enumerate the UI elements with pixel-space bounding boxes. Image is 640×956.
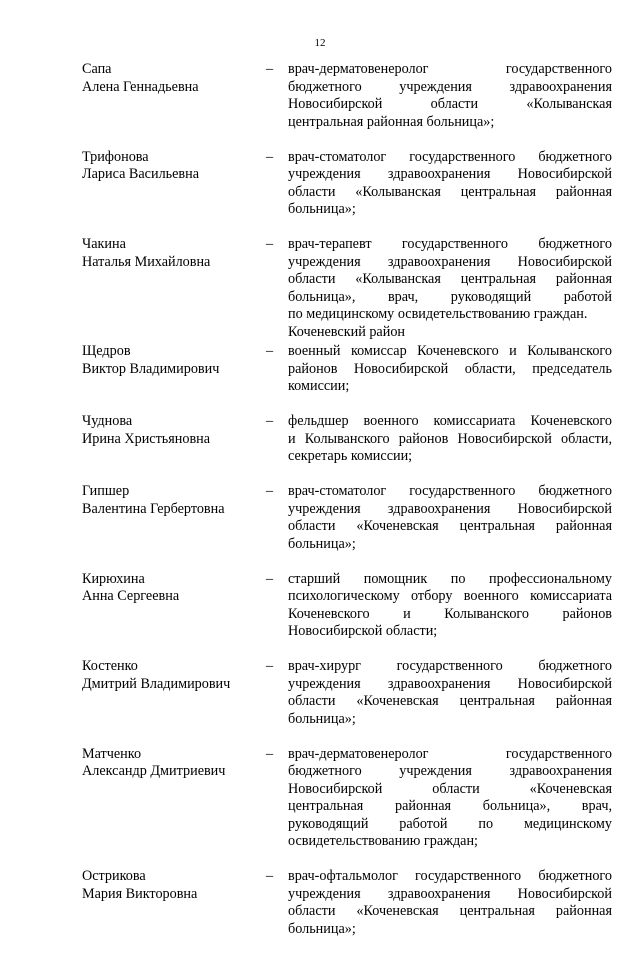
member-role-line: области «Колыванская центральная районная [288, 271, 612, 287]
member-role [288, 746, 612, 851]
dash-separator: – [266, 343, 274, 359]
member-role [288, 413, 612, 466]
dash-separator: – [266, 148, 274, 165]
member-name-line: Чуднова [82, 413, 133, 429]
member-name-line: Мария Викторовна [82, 885, 198, 902]
member-role [288, 149, 612, 219]
member-name [82, 343, 266, 396]
member-role-line: области «Коченевская центральная районная [288, 693, 612, 709]
member-name-line: Кирюхина [82, 570, 145, 587]
member-role-line: врач-терапевт государственного бюджетного [288, 236, 612, 252]
member-role-line: Новосибирской области; [288, 623, 438, 639]
member-role-line: учреждения здравоохранения Новосибирской [288, 885, 612, 902]
dash-separator: – [266, 658, 274, 674]
member-role-line: бюджетного учреждения здравоохранения [288, 78, 612, 95]
member-entry [82, 61, 612, 131]
member-name-line: Трифонова [82, 148, 149, 165]
member-name-line: Щедров [82, 343, 131, 359]
dash-separator: – [266, 570, 274, 587]
member-entry [82, 236, 612, 324]
member-role-line: Новосибирской области «Колыванская [288, 96, 612, 112]
member-role [288, 236, 612, 324]
member-name-line: Дмитрий Владимирович [82, 675, 231, 692]
member-name-line: Костенко [82, 658, 138, 674]
member-name-line: Гипшер [82, 483, 130, 499]
member-role-line: Новосибирской области «Коченевская [288, 780, 612, 797]
member-name-line: Ирина Христьяновна [82, 430, 211, 447]
member-role [288, 868, 612, 938]
member-role-line: врач-стоматолог государственного бюджетного [288, 148, 612, 165]
member-role-line: врач-хирург государственного бюджетного [288, 658, 612, 674]
member-role-line: районов Новосибирской области, председатель [288, 360, 612, 377]
dash-separator: – [266, 745, 274, 762]
member-role-line: больница», врач, руководящий работой [288, 288, 612, 305]
member-role-line: области «Коченевская центральная районная [288, 518, 612, 534]
member-role [288, 343, 612, 396]
member-name [82, 571, 266, 641]
dash-separator: – [266, 483, 274, 499]
member-role [288, 658, 612, 728]
member-role-line: больница»; [288, 201, 356, 217]
member-name-line: Лариса Васильевна [82, 166, 200, 182]
member-name-line: Алена Геннадьевна [82, 78, 199, 95]
member-name-line: Виктор Владимирович [82, 360, 220, 377]
member-name-line: Валентина Гербертовна [82, 500, 225, 517]
member-role-line: комиссии; [288, 378, 350, 394]
member-name [82, 746, 266, 851]
member-role-line: больница»; [288, 710, 356, 727]
member-role-line: и Колыванского районов Новосибирской области, [288, 430, 612, 447]
member-role [288, 61, 612, 131]
member-name-line: Чакина [82, 236, 126, 252]
member-role-line: военный комиссар Коченевского и Колыванского [288, 343, 612, 359]
member-role-line: врач-офтальмолог государственного бюджетного [288, 868, 612, 884]
member-role-line: освидетельствованию граждан; [288, 833, 478, 849]
dash-separator: – [266, 61, 274, 77]
member-name-line: Сапа [82, 61, 112, 77]
member-entry [82, 483, 612, 553]
member-role-line: больница»; [288, 535, 356, 552]
member-entry [82, 343, 612, 396]
member-entry [82, 149, 612, 219]
member-role-line: по медицинскому освидетельствованию граждан. [288, 306, 588, 322]
member-role-line: секретарь комиссии; [288, 448, 413, 464]
member-entry [82, 413, 612, 466]
member-role-line: учреждения здравоохранения Новосибирской [288, 253, 612, 270]
dash-separator: – [266, 236, 274, 252]
member-role [288, 571, 612, 641]
member-role-line: бюджетного учреждения здравоохранения [288, 763, 612, 779]
member-role-line: старший помощник по профессиональному [288, 570, 612, 587]
member-name [82, 868, 266, 938]
member-name [82, 483, 266, 553]
member-name-line: Александр Дмитриевич [82, 763, 226, 779]
member-name-line: Наталья Михайловна [82, 253, 211, 270]
member-entry [82, 746, 612, 851]
member-list [82, 61, 612, 956]
member-name-line: Матченко [82, 745, 142, 762]
member-entry [82, 571, 612, 641]
member-role [288, 483, 612, 553]
member-role-line: области «Колыванская центральная районная [288, 183, 612, 200]
member-role-line: области «Коченевская центральная районная [288, 903, 612, 919]
member-role-line: фельдшер военного комиссариата Коченевского [288, 413, 612, 429]
member-role-line: больница»; [288, 920, 356, 937]
member-role-line: врач-дерматовенеролог государственного [288, 745, 612, 762]
district-heading: Коченевский район [288, 323, 406, 340]
member-role-line: центральная районная больница»; [288, 113, 495, 130]
member-name-line: Анна Сергеевна [82, 588, 180, 604]
member-role-line: учреждения здравоохранения Новосибирской [288, 675, 612, 692]
member-entry [82, 868, 612, 938]
member-role-line: психологическому отбору военного комиссариата [288, 588, 612, 604]
dash-separator: – [266, 868, 274, 884]
member-role-line: учреждения здравоохранения Новосибирской [288, 500, 612, 517]
dash-separator: – [266, 413, 274, 429]
member-role-line: центральная районная больница», врач, [288, 798, 612, 814]
member-role-line: учреждения здравоохранения Новосибирской [288, 166, 612, 182]
member-name [82, 61, 266, 131]
member-name-line: Острикова [82, 868, 146, 884]
member-role-line: врач-стоматолог государственного бюджетного [288, 483, 612, 499]
page-number: 12 [314, 37, 326, 49]
member-entry [82, 658, 612, 728]
member-role-line: руководящий работой по медицинскому [288, 815, 612, 832]
member-name [82, 658, 266, 728]
member-name [82, 236, 266, 324]
member-name [82, 413, 266, 466]
member-role-line: врач-дерматовенеролог государственного [288, 61, 612, 77]
member-name [82, 149, 266, 219]
member-role-line: Коченевского и Колыванского районов [288, 605, 612, 622]
